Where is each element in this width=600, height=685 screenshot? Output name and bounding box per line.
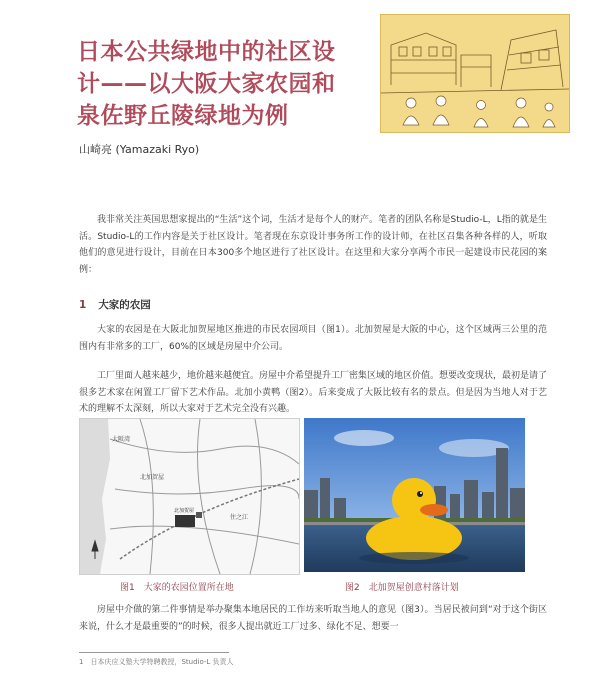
author-byline: 山崎亮 (Yamazaki Ryo) [79,143,200,156]
duck-photo-drawing [304,418,525,572]
map-label-district-2: 北加贺屋 [140,474,165,481]
bottom-paragraph: 房屋中介做的第二件事情是举办聚集本地居民的工作坊来听取当地人的意见（图3）。当居民被问到“对于这个街区来说，什么才是最重要的”的时候，很多人提出就近工厂过多、绿化不足、想要一 [79,605,547,632]
location-map-figure [79,418,300,575]
intro-paragraph: 我非常关注英国思想家提出的“生活”这个词，生活才是每个人的财产。笔者的团队名称是Studio-L，L指的就是生活。Studio-L的工作内容是关于社区设计。笔者现在东京设计事务所工作的设计师，在社区召集各种各样的人，听取他们的意见进行设计，目前在日本300多个地区进行了社区设计。在这里和大家分享两个市民一起建设市民花园的案例： [79,215,547,275]
figure-2-caption: 图2 北加贺屋创意村落计划 [345,583,459,593]
article-title [77,36,377,132]
section-paragraph-1: 大家的农园是在大阪北加贺屋地区推进的市民农园项目（图1）。北加贺屋是大阪的中心，这个区域两三公里的范围内有非常多的工厂，60%的区域是房屋中介公司。 [79,325,547,352]
title-line-1: 日本公共绿地中的社区设 [77,39,336,65]
header-sketch-illustration [380,14,570,133]
section-title: 大家的农园 [98,299,151,311]
map-label-district-1: 大阪湾 [112,436,131,443]
sketch-drawing [381,15,569,132]
footnote-divider [79,652,229,653]
section-paragraph-2: 工厂里面人越来越少，地价越来越便宜。房屋中介希望提升工厂密集区域的地区价值。想要改变现状，最初是请了很多艺术家在闲置工厂留下艺术作品。北加小黄鸭（图2）。后来变成了大阪比较有名的景点。但是因为当地人对于艺术的理解不太深刻，所以大家对于艺术完全没有兴趣。 [79,371,548,414]
location-map [80,419,299,574]
figure-1-caption: 图1 大家的农园位置所在地 [120,583,234,593]
title-line-3: 泉佐野丘陵绿地为例 [77,103,289,129]
section-number: 1 [79,299,87,311]
footnote: 1 日本庆应义塾大学特聘教授，Studio-L 负责人 [79,658,234,666]
section-heading [79,297,151,312]
map-label-district-3: 住之江 [230,514,249,521]
rubber-duck-photo [304,418,525,572]
map-label-station: 北加贺屋 [174,508,195,514]
title-line-2: 计——以大阪大家农园和 [77,71,336,97]
